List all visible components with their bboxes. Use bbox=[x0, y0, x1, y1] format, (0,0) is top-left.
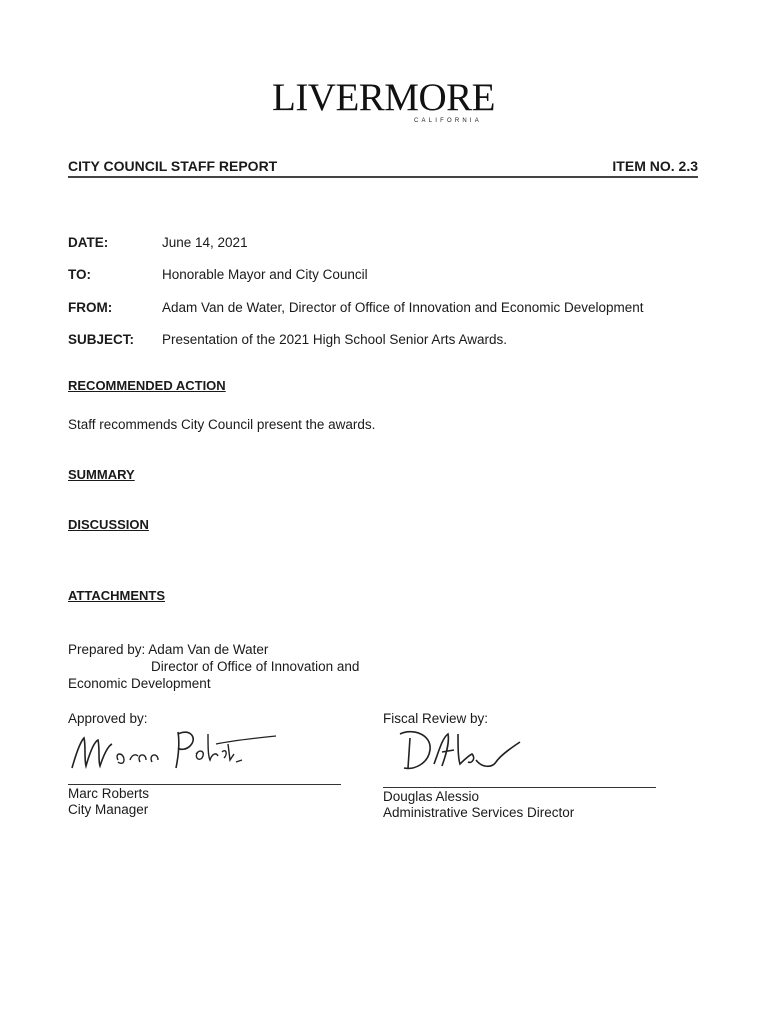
fiscal-reviewer-signature bbox=[392, 724, 532, 774]
to-label: TO: bbox=[68, 267, 91, 282]
from-label: FROM: bbox=[68, 300, 113, 315]
to-value: Honorable Mayor and City Council bbox=[162, 267, 368, 282]
logo-subtitle: CALIFORNIA bbox=[414, 118, 483, 124]
report-title: CITY COUNCIL STAFF REPORT bbox=[68, 158, 278, 174]
approved-by-label: Approved by: bbox=[68, 711, 148, 726]
summary-heading: SUMMARY bbox=[68, 467, 135, 482]
livermore-logo bbox=[272, 78, 498, 130]
prepared-by-line3: Economic Development bbox=[68, 676, 211, 691]
fiscal-review-label: Fiscal Review by: bbox=[383, 711, 489, 726]
recommended-action-text: Staff recommends City Council present the awards. bbox=[68, 417, 376, 432]
approver-signature-line bbox=[68, 784, 341, 785]
date-value: June 14, 2021 bbox=[162, 235, 248, 250]
item-number: ITEM NO. 2.3 bbox=[612, 158, 698, 174]
discussion-heading: DISCUSSION bbox=[68, 517, 149, 532]
fiscal-reviewer-title: Administrative Services Director bbox=[383, 805, 575, 820]
prepared-by-line2: Director of Office of Innovation and bbox=[151, 659, 360, 674]
subject-label: SUBJECT: bbox=[68, 332, 135, 347]
fiscal-reviewer-name: Douglas Alessio bbox=[383, 789, 480, 804]
subject-value: Presentation of the 2021 High School Senior Arts Awards. bbox=[162, 332, 507, 347]
prepared-by-line1: Prepared by: Adam Van de Water bbox=[68, 642, 269, 657]
logo-wordmark: LIVERMORE bbox=[272, 76, 495, 119]
approver-signature bbox=[66, 724, 280, 776]
approver-name: Marc Roberts bbox=[68, 786, 150, 801]
from-value: Adam Van de Water, Director of Office of Innovation and Economic Development bbox=[162, 300, 644, 315]
recommended-action-heading: RECOMMENDED ACTION bbox=[68, 378, 226, 393]
attachments-heading: ATTACHMENTS bbox=[68, 588, 166, 603]
fiscal-signature-line bbox=[383, 787, 656, 788]
header-rule bbox=[68, 176, 698, 178]
date-label: DATE: bbox=[68, 235, 109, 250]
approver-title: City Manager bbox=[68, 802, 149, 817]
